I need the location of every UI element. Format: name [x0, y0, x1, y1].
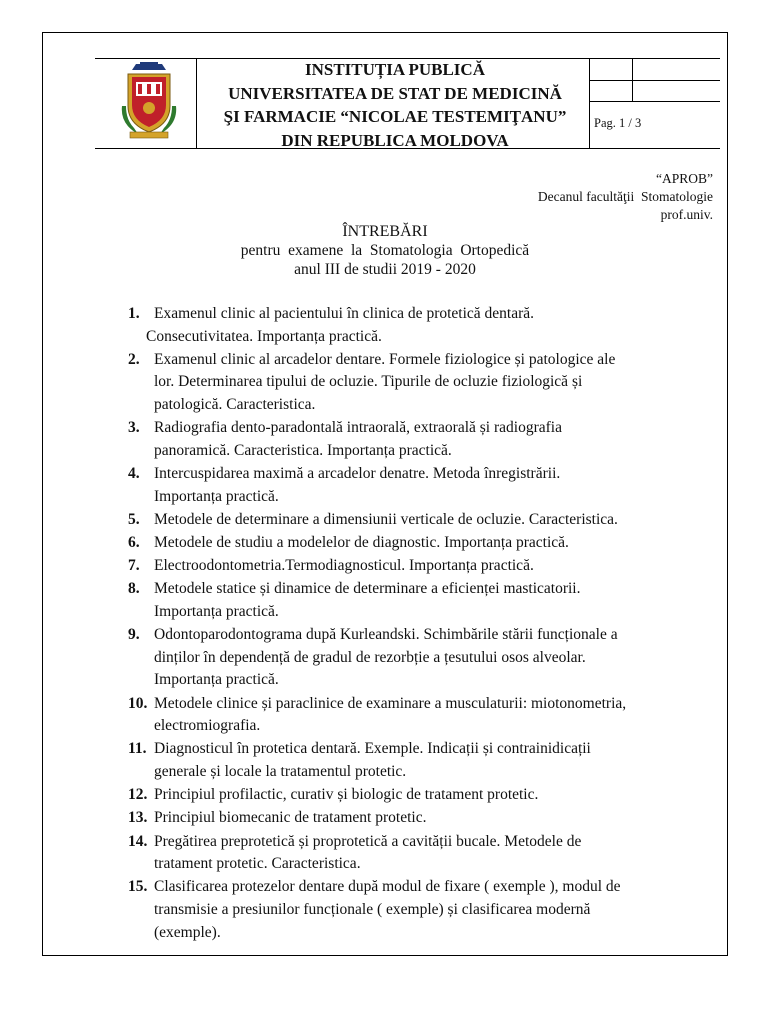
approval-block: [538, 170, 713, 224]
question-text-line: Metodele clinice și paraclinice de examinare a musculaturii: miotonometria,: [154, 694, 627, 712]
question-number: 7.: [128, 557, 140, 575]
header-row-line-2: [589, 101, 720, 102]
question-text-line: Odontoparodontograma după Kurleandski. Schimbările stării funcționale a: [154, 626, 618, 644]
page-total: 3: [634, 116, 642, 130]
question-number: 3.: [128, 419, 140, 437]
question-text-line: Examenul clinic al arcadelor dentare. Formele fiziologice și patologice ale: [154, 350, 616, 368]
header-row-line-1: [589, 80, 720, 81]
question-number: 6.: [128, 534, 140, 551]
question-number: 15.: [128, 878, 148, 896]
approval-title: “APROB”: [656, 171, 713, 186]
question-number: 5.: [128, 510, 140, 528]
question-number: 9.: [128, 626, 140, 644]
question-text-line: electromiografia.: [154, 717, 261, 735]
question-text-line: Consecutivitatea. Importanța practică.: [146, 327, 382, 345]
question-number: 1.: [128, 305, 140, 322]
question-text-line: transmisie a presiunilor funcționale ( exemple) și clasificarea modernă: [154, 901, 591, 918]
title-subtitle: pentru examene la Stomatologia Ortopedică: [240, 242, 530, 259]
page-current: 1: [619, 116, 626, 130]
header-divider-left: [196, 58, 197, 149]
question-text-line: patologică. Caracteristica.: [154, 396, 316, 413]
question-number: 10.: [128, 694, 148, 712]
question-text-line: Clasificarea protezelor dentare după modul de fixare ( exemple ), modul de: [154, 878, 621, 896]
question-text-line: Diagnosticul în protetica dentară. Exemple. Indicații și contrainidicații: [154, 740, 591, 758]
approval-rank: prof.univ.: [660, 207, 713, 222]
question-text-line: Pregătirea preprotetică și proprotetică a cavității bucale. Metodele de: [154, 832, 582, 850]
question-text-line: Intercuspidarea maximă a arcadelor denatre. Metoda înregistrării.: [154, 465, 561, 482]
institution-line: ŞI FARMACIE “NICOLAE TESTEMIŢANU”: [223, 107, 567, 126]
question-number: 4.: [128, 465, 140, 482]
institution-name: [200, 58, 590, 152]
question-text-line: (exemple).: [154, 923, 221, 941]
question-text-line: Examenul clinic al pacientului în clinica de protetică dentară.: [154, 305, 535, 322]
question-text-line: generale și locale la tratamentul protetic.: [154, 763, 407, 780]
question-text-line: Metodele statice și dinamice de determinare a eficienței masticatorii.: [154, 580, 581, 598]
institution-line: DIN REPUBLICA MOLDOVA: [281, 130, 509, 150]
page-number: [594, 116, 641, 131]
question-text-line: Radiografia dento-paradontală intraorală, extraorală și radiografia: [154, 419, 562, 437]
question-text-line: panoramică. Caracteristica. Importanța practică.: [154, 441, 452, 459]
title-year: anul III de studii 2019 - 2020: [294, 261, 476, 278]
question-text-line: tratament protetic. Caracteristica.: [154, 855, 361, 873]
question-number: 8.: [128, 580, 140, 598]
question-text-line: Metodele de studiu a modelelor de diagnostic. Importanța practică.: [154, 534, 569, 551]
question-text-line: lor. Determinarea tipului de ocluzie. Tipurile de ocluzie fiziologică și: [154, 373, 583, 391]
question-number: 11.: [128, 740, 147, 758]
question-text-line: Principiul profilactic, curativ și biologic de tratament protetic.: [154, 786, 539, 804]
question-text-line: Electroodontometria.Termodiagnosticul. Importanța practică.: [154, 557, 534, 575]
question-number: 12.: [128, 786, 148, 804]
question-number: 2.: [128, 350, 140, 368]
institution-line: INSTITUȚIA PUBLICĂ: [305, 60, 485, 79]
question-text-line: Importanța practică.: [154, 487, 279, 505]
institution-line: UNIVERSITATEA DE STAT DE MEDICINĂ: [228, 83, 562, 103]
question-number: 14.: [128, 832, 148, 850]
page-label: Pag.: [594, 116, 616, 130]
question-text-line: dinților în dependență de gradul de rezorbție a țesutului osos alveolar.: [154, 648, 586, 666]
university-crest-icon: [118, 62, 180, 140]
question-number: 13.: [128, 809, 148, 827]
approval-role: Decanul facultăţii Stomatologie: [537, 189, 713, 204]
title-heading: ÎNTREBĂRI: [342, 223, 428, 240]
question-text-line: Importanța practică.: [154, 671, 279, 689]
document-title: [42, 222, 728, 279]
question-text-line: Importanța practică.: [154, 603, 279, 620]
question-text-line: Principiul biomecanic de tratament protetic.: [154, 809, 427, 827]
question-text-line: Metodele de determinare a dimensiunii verticale de ocluzie. Caracteristica.: [154, 510, 618, 528]
page-separator: /: [625, 116, 635, 130]
